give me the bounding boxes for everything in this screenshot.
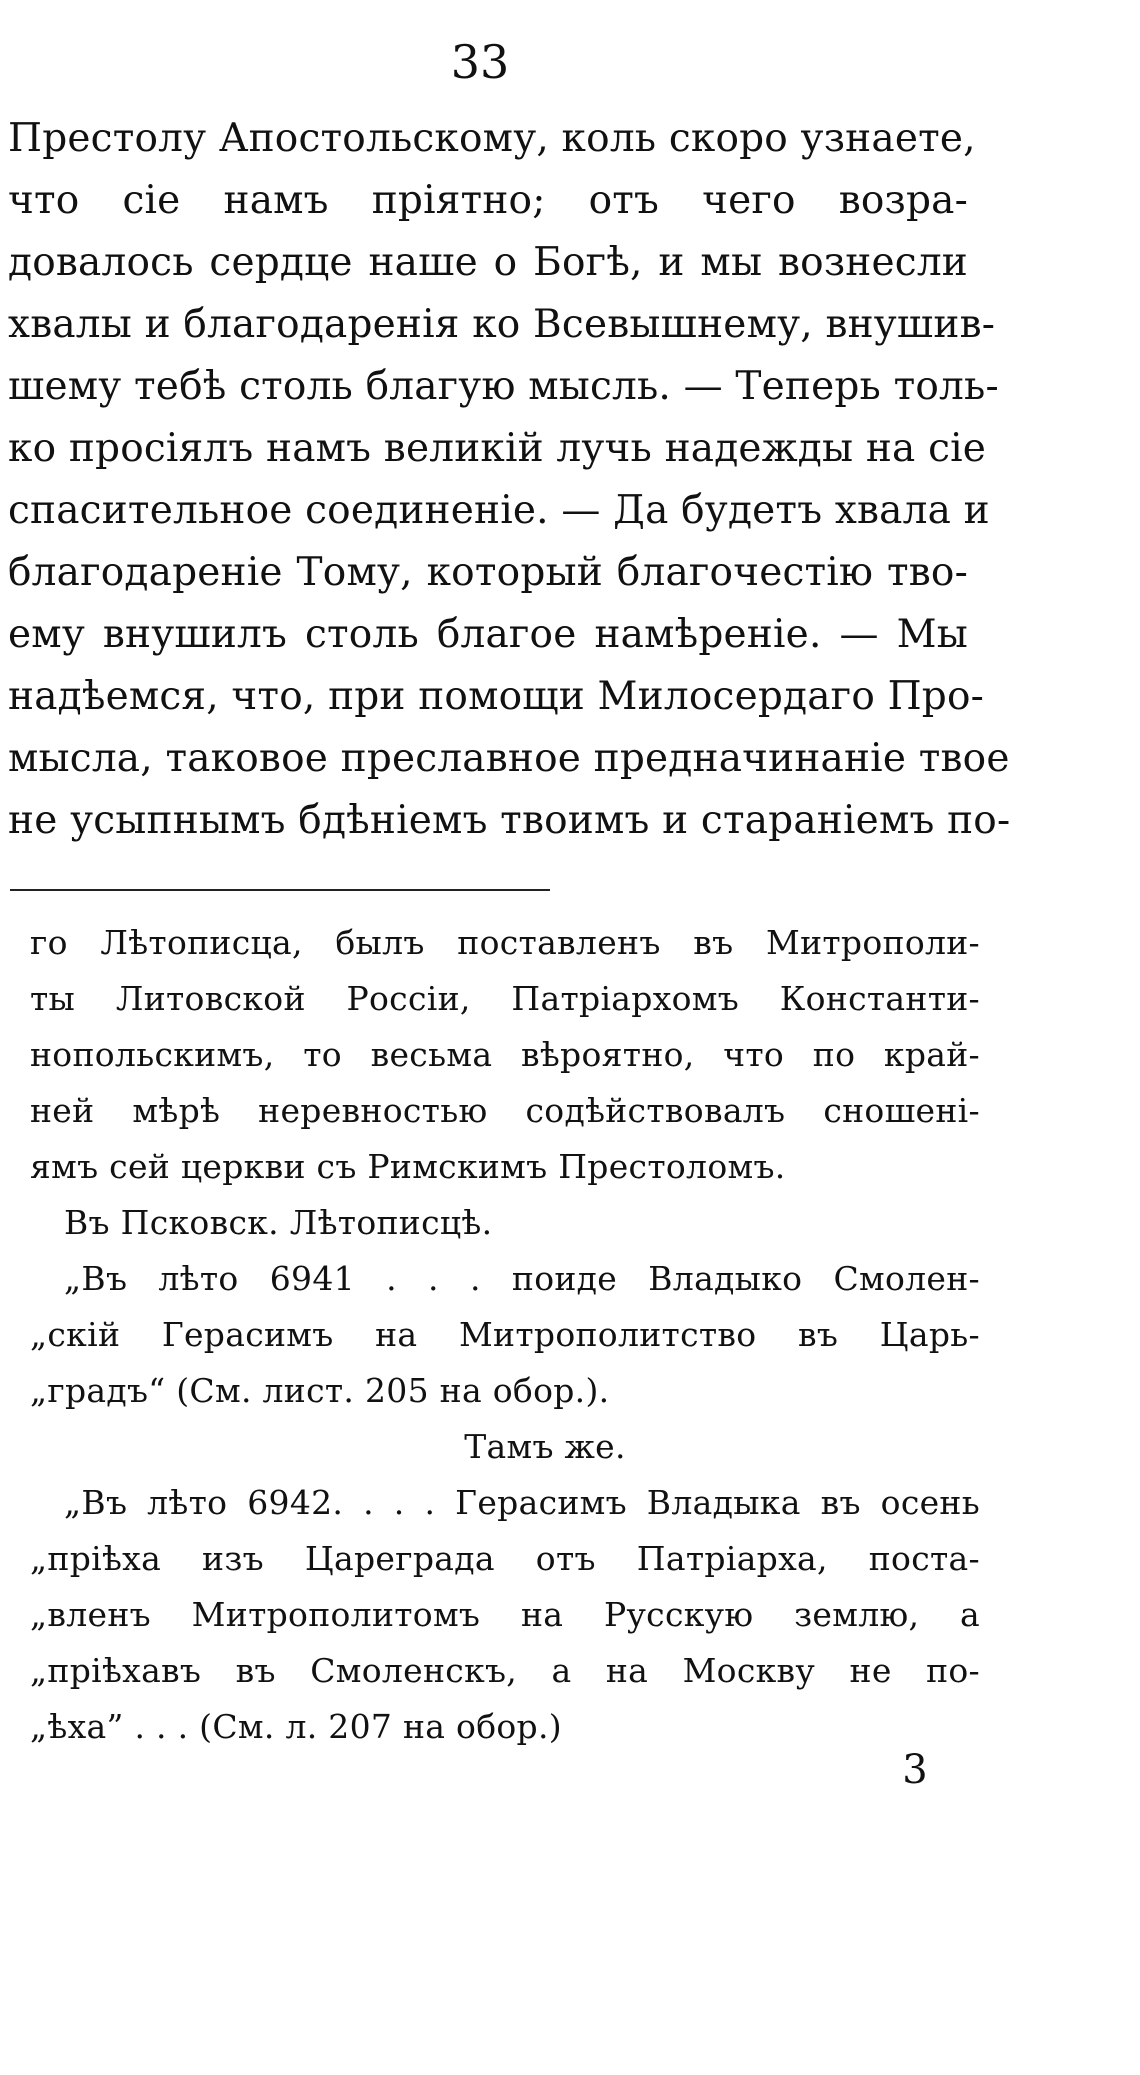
signature-mark: 3: [902, 1747, 928, 1793]
footnote-line: ней мѣрѣ неревностью содѣйствовалъ сношені-: [30, 1091, 980, 1130]
page-number: 33: [450, 35, 510, 89]
main-text-line: мысла, таковое преславное предначинаніе твое: [8, 736, 1010, 781]
main-text-line: надѣемся, что, при помощи Милосердаго Про-: [8, 674, 985, 719]
footnote-line: нопольскимъ, то весьма вѣроятно, что по край-: [30, 1035, 980, 1074]
main-text-line: довалось сердце наше о Богѣ, и мы вознесли: [8, 240, 968, 285]
footnote-divider: [10, 889, 550, 891]
quote-line: „скій Герасимъ на Митрополитство въ Царь-: [30, 1315, 980, 1354]
main-text-line: спасительное соединеніе. — Да будетъ хвала и: [8, 488, 990, 533]
quote-line: „вленъ Митрополитомъ на Русскую землю, а: [30, 1595, 980, 1634]
footnote-line: ямъ сей церкви съ Римскимъ Престоломъ.: [30, 1147, 786, 1186]
main-text-line: шему тебѣ столь благую мысль. — Теперь толь-: [8, 364, 999, 409]
quote-line: „градъ“ (См. лист. 205 на обор.).: [30, 1371, 610, 1410]
main-text-line: хвалы и благодаренія ко Всевышнему, внушив-: [8, 302, 996, 347]
main-text-line: не усыпнымъ бдѣніемъ твоимъ и стараніемъ по-: [8, 798, 1011, 843]
footnote-block: [30, 915, 980, 1755]
footnote-line: го Лѣтописца, былъ поставленъ въ Митрополи-: [30, 923, 980, 962]
main-text-line: что сіе намъ пріятно; отъ чего возра-: [8, 178, 968, 223]
main-text-line: ко просіялъ намъ великій лучь надежды на сіе: [8, 426, 987, 471]
main-text-line: ему внушилъ столь благое намѣреніе. — Мы: [8, 612, 968, 657]
source-heading: Въ Псковск. Лѣтописцѣ.: [64, 1203, 493, 1242]
main-text-line: благодареніе Тому, который благочестію тво-: [8, 550, 968, 595]
quote-line: „пріѣхавъ въ Смоленскъ, а на Москву не по-: [30, 1651, 980, 1690]
quote-line: „Въ лѣто 6941 . . . поиде Владыко Смолен-: [64, 1259, 980, 1298]
main-text-line: Престолу Апостольскому, коль скоро узнаете,: [8, 116, 976, 161]
source-heading: Тамъ же.: [464, 1427, 626, 1466]
footnote-line: ты Литовской Россіи, Патріархомъ Константи-: [30, 979, 980, 1018]
quote-line: „Въ лѣто 6942. . . . Герасимъ Владыка въ осень: [64, 1483, 980, 1522]
quote-line: „пріѣха изъ Цареграда отъ Патріарха, поста-: [30, 1539, 980, 1578]
quote-line: „ѣха” . . . (См. л. 207 на обор.): [30, 1707, 562, 1746]
main-text-block: [8, 108, 1011, 852]
